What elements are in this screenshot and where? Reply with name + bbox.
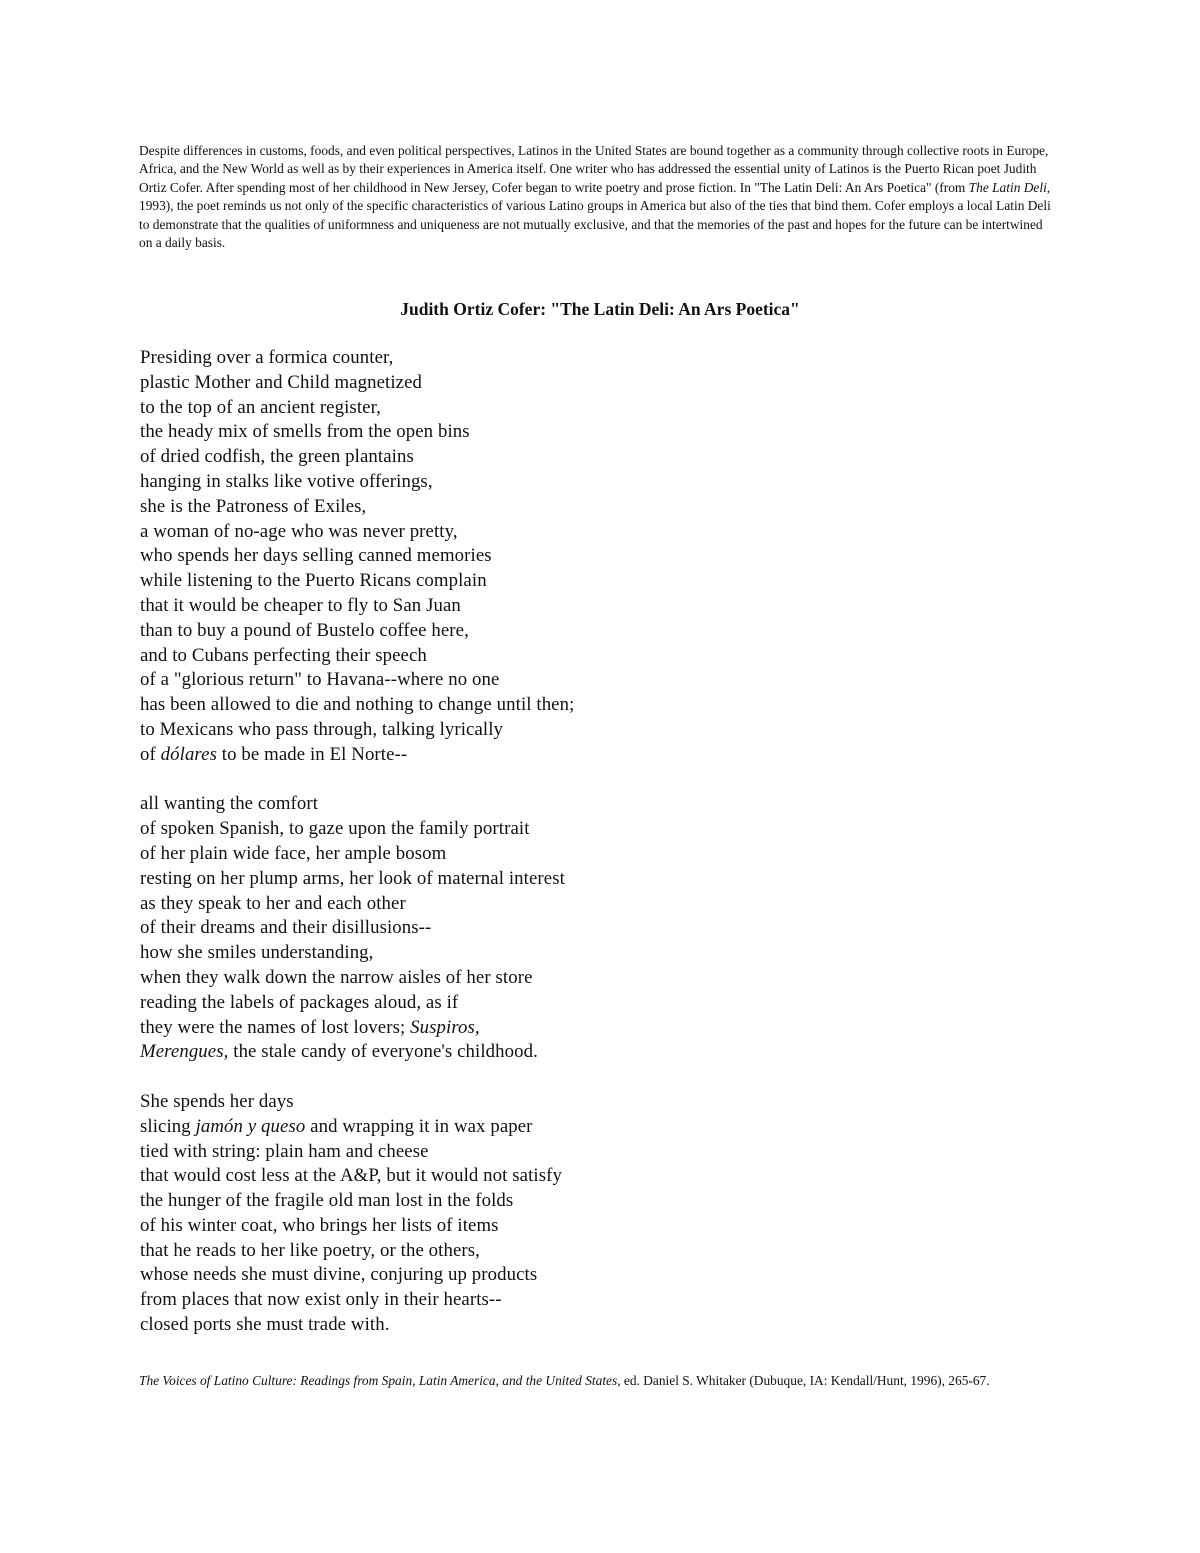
poem-line: that would cost less at the A&P, but it would not satisfy [140,1165,563,1187]
poem-line: while listening to the Puerto Ricans complain [140,570,487,592]
citation-book-title: The Voices of Latino Culture: Readings from Spain, Latin America, and the United States [139,1373,618,1388]
citation [139,1372,1059,1390]
poem-stanza-2 [140,792,840,1065]
poem-line: She spends her days [140,1090,294,1112]
poem-line: all wanting the comfort [140,793,319,815]
poem-line: closed ports she must trade with. [140,1314,390,1336]
poem-line: how she smiles understanding, [140,942,374,964]
poem-line: of a "glorious return" to Havana--where no one [140,669,500,691]
poem-line: than to buy a pound of Bustelo coffee here, [140,619,469,641]
poem-line: that he reads to her like poetry, or the others, [140,1239,480,1261]
poem-line: from places that now exist only in their hearts-- [140,1289,502,1311]
poem-line: of his winter coat, who brings her lists of items [140,1214,499,1236]
poem-line: the hunger of the fragile old man lost in the folds [140,1190,514,1212]
poem-line-emphasis: Suspiros, [410,1016,480,1038]
poem-line-part: to be made in El Norte-- [217,743,408,765]
poem-line [140,1040,840,1065]
poem-line: of spoken Spanish, to gaze upon the family portrait [140,818,530,840]
poem-line: Presiding over a formica counter, [140,347,394,368]
poem-line: and to Cubans perfecting their speech [140,644,427,666]
poem-line: hanging in stalks like votive offerings, [140,470,433,492]
poem-stanza-3 [140,1090,840,1338]
poem-line-emphasis: Merengues, [140,1041,229,1063]
intro-text-part1: Despite differences in customs, foods, and even political perspectives, Latinos in the United States are bound together as a community through collective roots in Europe, Africa, and the New World as well as by their experiences in America itself. One writer who has addressed the essential unity of Latinos is the Puerto Rican poet Judith Ortiz Cofer. After spending most of her childhood in New Jersey, Cofer began to write poetry and prose fiction. In "The Latin Deli: An Ars Poetica" (from [139,143,1049,195]
poem-title: Judith Ortiz Cofer: "The Latin Deli: An Ars Poetica" [400,299,800,319]
poem-line-part: and wrapping it in wax paper [305,1115,533,1137]
poem-line: reading the labels of packages aloud, as if [140,991,459,1013]
poem-stanza-1 [140,346,840,768]
intro-book-title: The Latin Deli [968,179,1047,195]
poem-line: she is the Patroness of Exiles, [140,495,367,517]
poem-line: that it would be cheaper to fly to San Juan [140,594,461,616]
poem-line: resting on her plump arms, her look of maternal interest [140,867,565,889]
intro-paragraph [139,142,1059,252]
poem-line-part: slicing [140,1115,196,1137]
poem-line [140,1115,840,1140]
citation-details: , ed. Daniel S. Whitaker (Dubuque, IA: Kendall/Hunt, 1996), 265-67. [617,1373,990,1388]
poem-line: has been allowed to die and nothing to change until then; [140,694,575,716]
intro-text-part2: , 1993), the poet reminds us not only of the specific characteristics of various Latino groups in America but also of the ties that bind them. Cofer employs a local Latin Deli to demonstrate that the qualities of uniformness and uniqueness are not mutually exclusive, and that the memories of the past and hopes for the future can be intertwined on a daily basis. [139,179,1051,251]
poem-line [140,743,840,768]
poem-line: tied with string: plain ham and cheese [140,1140,429,1162]
poem-line: whose needs she must divine, conjuring up products [140,1264,538,1286]
poem-line-emphasis: dólares [160,743,217,765]
poem-line: plastic Mother and Child magnetized [140,371,423,393]
poem-line-emphasis: jamón y queso [195,1115,306,1137]
poem-line-part: the stale candy of everyone's childhood. [228,1041,538,1063]
poem-line: of dried codfish, the green plantains [140,446,414,468]
poem-line: who spends her days selling canned memories [140,545,492,567]
poem-line: a woman of no-age who was never pretty, [140,520,458,542]
poem-line: the heady mix of smells from the open bins [140,421,470,443]
poem-line: to the top of an ancient register, [140,396,381,418]
poem-line: of their dreams and their disillusions-- [140,917,432,939]
poem-line: of her plain wide face, her ample bosom [140,842,447,864]
poem-body [140,346,840,1363]
poem-line-part: they were the names of lost lovers; [140,1016,411,1038]
poem-line: to Mexicans who pass through, talking lyrically [140,718,504,740]
poem-line: when they walk down the narrow aisles of her store [140,966,533,988]
poem-line-part: of [140,743,161,765]
poem-line: as they speak to her and each other [140,892,406,914]
poem-line [140,1016,840,1041]
